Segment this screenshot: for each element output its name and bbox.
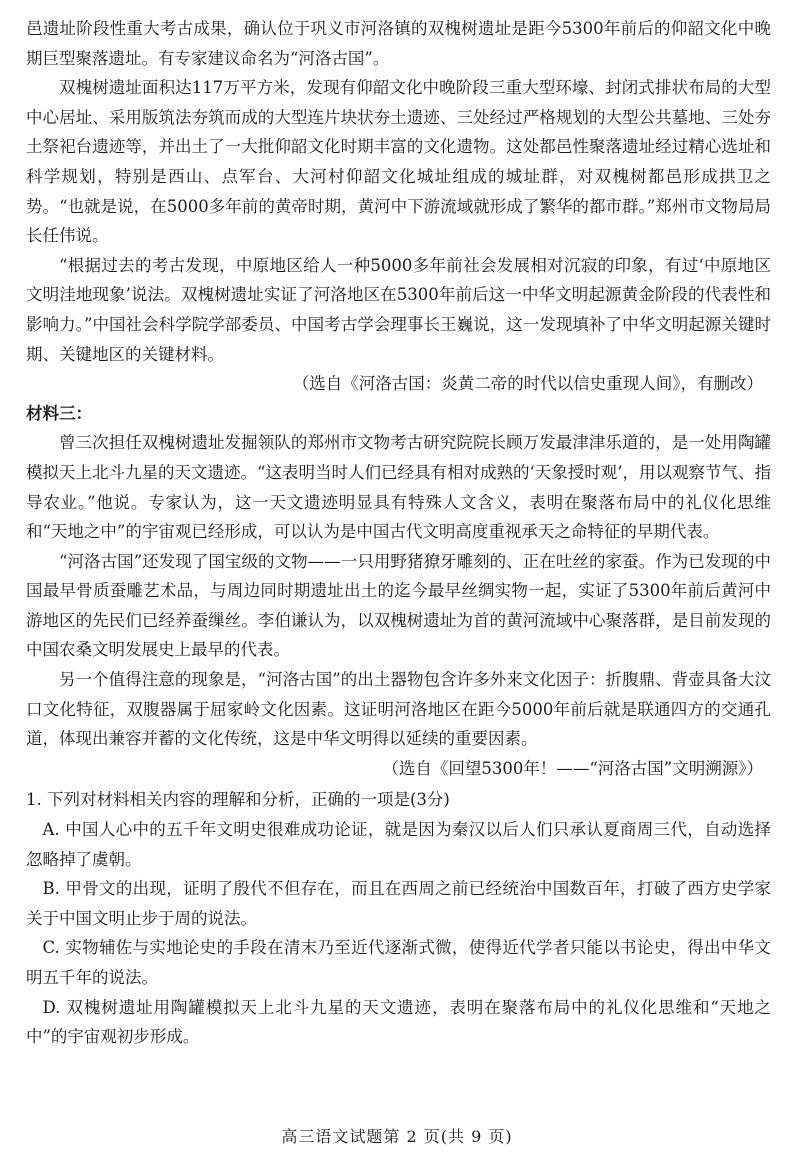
material3-source: （选自《回望5300年！——“河洛古国”文明溯源》） (382, 758, 763, 778)
question-1-option-b: B. 甲骨文的出现，证明了殷代不但存在，而且在西周之前已经统治中国数百年，打破了西方史学家关于中国文明止步于周的说法。 (26, 879, 771, 928)
page-footer: 高三语文试题第 2 页(共 9 页) (281, 1127, 513, 1146)
material3-paragraph-2: “河洛古国”还发现了国宝级的文物——一只用野猪獠牙雕刻的、正在吐丝的家蚕。作为已发现的中国最早骨质蚕雕艺术品，与周边同时期遗址出土的迄今最早丝绸实物一起，实证了5300年前后黄河中游地区的先民们已经养蚕缫丝。李伯谦认为，以双槐树遗址为首的黄河流域中心聚落群，是目前发现的中国农桑文明发展史上最早的代表。 (26, 551, 771, 660)
material2-paragraph-2: 双槐树遗址面积达117万平方米，发现有仰韶文化中晚阶段三重大型环壕、封闭式排状布局的大型中心居址、采用版筑法夯筑而成的大型连片块状夯土遗迹、三处经过严格规划的大型公共墓地、三处夯土祭祀台遗迹等，并出土了一大批仰韶文化时期丰富的文化遗物。这处都邑性聚落遗址经过精心选址和科学规划，特别是西山、点军台、大河村仰韶文化城址组成的城址群，对双槐树都邑形成拱卫之势。“也就是说，在5000多年前的黄帝时期，黄河中下游流域就形成了繁华的都市群。”郑州市文物局局长任伟说。 (26, 78, 771, 246)
material3-paragraph-3: 另一个值得注意的现象是，“河洛古国”的出土器物包含许多外来文化因子：折腹鼎、背壶具备大汶口文化特征，双腹器属于屈家岭文化因素。这证明河洛地区在距今5000年前后就是联通四方的交通孔道，体现出兼容并蓄的文化传统，这是中华文明得以延续的重要因素。 (26, 670, 771, 749)
question-1-option-a: A. 中国人心中的五千年文明史很难成功论证，就是因为秦汉以后人们只承认夏商周三代，自动选择忽略掉了虞朝。 (26, 820, 771, 869)
question-1-stem: 1. 下列对材料相关内容的理解和分析，正确的一项是(3分) (26, 790, 450, 810)
page-body (26, 14, 771, 1052)
material3-heading: 材料三： (26, 403, 92, 423)
question-1-option-c: C. 实物辅佐与实地论史的手段在清末乃至近代逐渐式微，使得近代学者只能以书论史，得出中华文明五千年的说法。 (26, 938, 771, 987)
material3-paragraph-1: 曾三次担任双槐树遗址发掘领队的郑州市文物考古研究院院长顾万发最津津乐道的，是一处用陶罐模拟天上北斗九星的天文遗迹。“这表明当时人们已经具有相对成熟的‘天象授时观’，用以观察节气、指导农业。”他说。专家认为，这一天文遗迹明显具有特殊人文含义，表明在聚落布局中的礼仪化思维和“天地之中”的宇宙观已经形成，可以认为是中国古代文明高度重视承天之命特征的早期代表。 (26, 433, 771, 542)
material2-paragraph-3: “根据过去的考古发现，中原地区给人一种5000多年前社会发展相对沉寂的印象，有过‘中原地区文明洼地现象’说法。双槐树遗址实证了河洛地区在5300年前后这一中华文明起源黄金阶段的代表性和影响力。”中国社会科学院学部委员、中国考古学会理事长王巍说，这一发现填补了中华文明起源关键时期、关键地区的关键材料。 (26, 255, 771, 364)
material2-source: （选自《河洛古国：炎黄二帝的时代以信史重现人间》，有删改） (292, 374, 763, 394)
material2-paragraph-1: 邑遗址阶段性重大考古成果，确认位于巩义市河洛镇的双槐树遗址是距今5300年前后的仰韶文化中晚期巨型聚落遗址。有专家建议命名为“河洛古国”。 (26, 19, 771, 68)
question-1-option-d: D. 双槐树遗址用陶罐模拟天上北斗九星的天文遗迹，表明在聚落布局中的礼仪化思维和“天地之中”的宇宙观初步形成。 (26, 997, 771, 1047)
